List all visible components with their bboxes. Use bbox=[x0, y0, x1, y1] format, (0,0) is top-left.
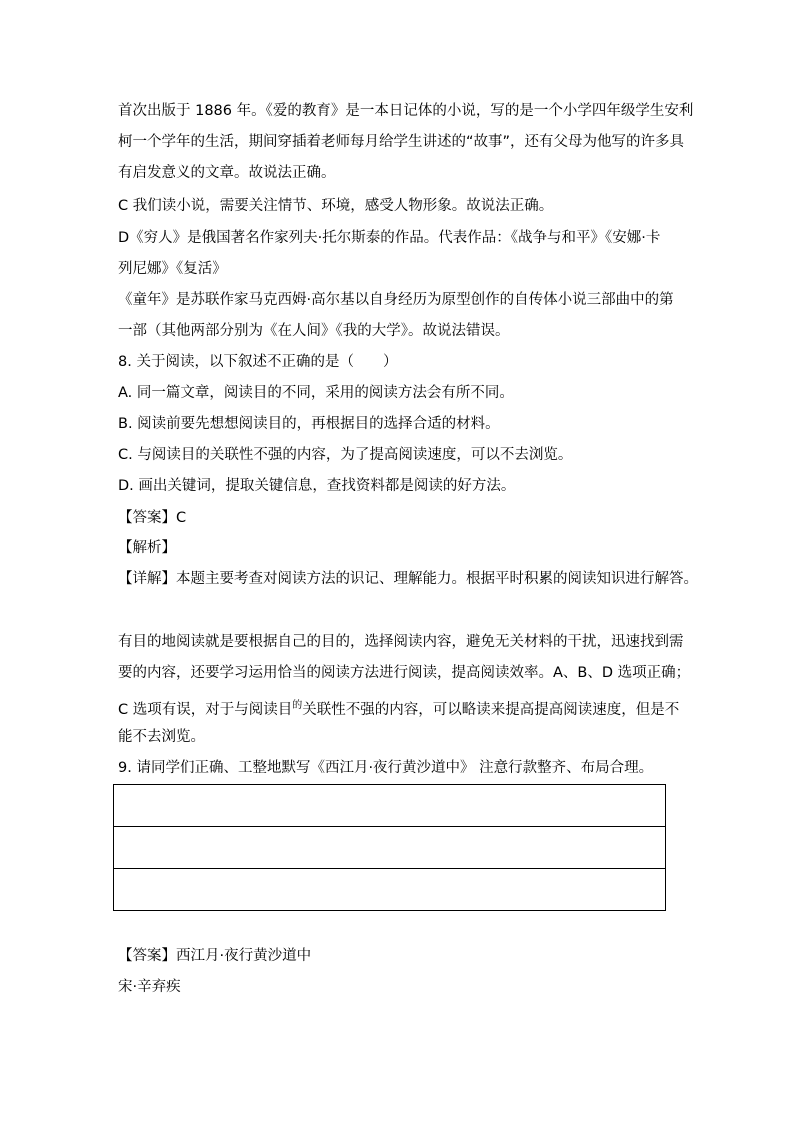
text-segment: C 选项有误，对于与阅读目 bbox=[118, 702, 293, 718]
text-line: 要的内容，还要学习运用恰当的阅读方法进行阅读，提高阅读效率。A、B、D 选项正确； bbox=[118, 665, 691, 681]
question-9: 9. 请同学们正确、工整地默写《西江月·夜行黄沙道中》 注意行款整齐、布局合理。 bbox=[118, 760, 654, 776]
option-b: B. 阅读前要先想想阅读目的，再根据目的选择合适的材料。 bbox=[118, 416, 500, 432]
detail-line: 【详解】本题主要考查对阅读方法的识记、理解能力。根据平时积累的阅读知识进行解答。 bbox=[118, 571, 698, 587]
text-line: 《童年》是苏联作家马克西姆·高尔基以自身经历为原型创作的自传体小说三部曲中的第 bbox=[118, 292, 674, 308]
text-segment: 关联性不强的内容，可以略读来提高提高阅读速度，但是不 bbox=[302, 702, 680, 718]
answer-title: 【答案】西江月·夜行黄沙道中 bbox=[118, 948, 312, 964]
text-line: 一部（其他两部分别为《在人间》《我的大学》。故说法错误。 bbox=[118, 323, 510, 339]
option-d: D. 画出关键词，提取关键信息，查找资料都是阅读的好方法。 bbox=[118, 478, 516, 494]
text-line bbox=[118, 697, 679, 719]
text-line: 首次出版于 1886 年。《爱的教育》是一本日记体的小说，写的是一个小学四年级学生安利 bbox=[118, 103, 694, 119]
superscript-char: 的 bbox=[292, 700, 303, 711]
answer-label: 【答案】C bbox=[118, 510, 187, 526]
writing-row[interactable] bbox=[114, 827, 666, 869]
answer-author: 宋·辛弃疾 bbox=[118, 979, 181, 995]
analysis-label: 【解析】 bbox=[118, 540, 176, 556]
text-line: 有启发意义的文章。故说法正确。 bbox=[118, 165, 336, 181]
writing-row[interactable] bbox=[114, 785, 666, 827]
writing-grid bbox=[113, 784, 666, 911]
text-line: 有目的地阅读就是要根据自己的目的，选择阅读内容，避免无关材料的干扰，迅速找到需 bbox=[118, 634, 684, 650]
text-line: 能不去浏览。 bbox=[118, 729, 205, 745]
option-c: C. 与阅读目的关联性不强的内容，为了提高阅读速度，可以不去浏览。 bbox=[118, 447, 573, 463]
option-a: A. 同一篇文章，阅读目的不同，采用的阅读方法会有所不同。 bbox=[118, 385, 514, 401]
text-line: 柯一个学年的生活，期间穿插着老师每月给学生讲述的“故事”，还有父母为他写的许多具 bbox=[118, 134, 685, 150]
writing-row[interactable] bbox=[114, 869, 666, 911]
question-8: 8. 关于阅读，以下叙述不正确的是（ ） bbox=[118, 354, 398, 370]
text-line: C 我们读小说，需要关注情节、环境，感受人物形象。故说法正确。 bbox=[118, 198, 554, 214]
text-line: 列尼娜》《复活》 bbox=[118, 261, 227, 277]
text-line: D《穷人》是俄国著名作家列夫·托尔斯泰的作品。代表作品：《战争与和平》《安娜·卡 bbox=[118, 230, 661, 246]
